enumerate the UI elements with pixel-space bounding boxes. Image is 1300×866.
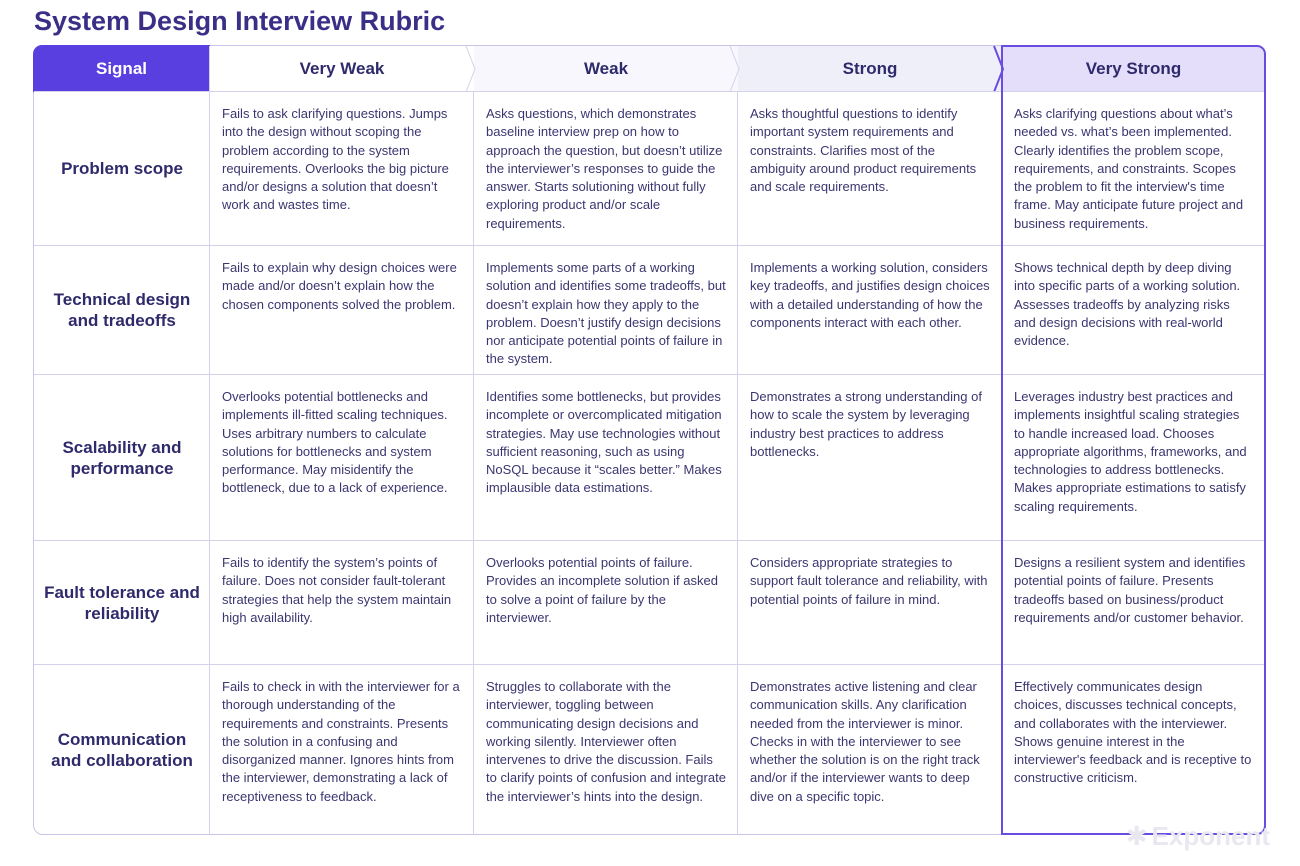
- watermark-text: Exponent: [1151, 821, 1270, 851]
- cell-weak: Asks questions, which demonstrates baseline interview prep on how to approach the question, but doesn’t utilize the interviewer’s responses to guide the answer. Starts solutioning without fully exploring product and/or scale requirements.: [486, 106, 723, 231]
- cell-very-strong: Asks clarifying questions about what’s needed vs. what’s been implemented. Clearly identifies the problem scope, requirements, and constraints. Scopes the problem to fit the interview's time frame. May anticipate future project and business requirements.: [1014, 106, 1244, 231]
- cell-very-strong: Designs a resilient system and identifies potential points of failure. Presents tradeoffs based on business/product requirements and/or customer behavior.: [1014, 555, 1246, 625]
- cell-very-strong: Shows technical depth by deep diving into specific parts of a working solution. Assesses tradeoffs by analyzing risks and design decisions with real-world evidence.: [1014, 260, 1241, 349]
- cell-weak: Overlooks potential points of failure. Provides an incomplete solution if asked to solve a point of failure by the interviewer.: [486, 555, 718, 625]
- signal-technical-design: Technical design and tradeoffs: [53, 290, 191, 330]
- cell-weak: Struggles to collaborate with the interviewer, toggling between communicating design decisions and working silently. Interviewer often intervenes to drive the discussion. Fails to clarify points of confusion and integrate the interviewer’s hints into the design.: [486, 679, 726, 804]
- header-strong: Strong: [738, 46, 1002, 92]
- signal-problem-scope: Problem scope: [61, 159, 183, 178]
- header-very-weak: Very Weak: [210, 46, 474, 92]
- header-weak: Weak: [474, 46, 738, 92]
- asterisk-logo-icon: ✱: [1125, 821, 1148, 851]
- page-title: System Design Interview Rubric: [34, 6, 446, 36]
- cell-very-weak: Fails to identify the system’s points of failure. Does not consider fault-tolerant strategies that help the system maintain high availability.: [222, 555, 452, 625]
- signal-fault-tolerance: Fault tolerance and reliability: [44, 582, 200, 623]
- cell-very-strong: Effectively communicates design choices, discusses technical concepts, and collaborates with the interviewer. Shows genuine interest in the interviewer's feedback and is receptive to constructive criticism.: [1014, 679, 1252, 786]
- cell-very-weak: Fails to explain why design choices were made and/or doesn’t explain how the chosen components solved the problem.: [222, 260, 457, 312]
- rubric-table: [33, 45, 1265, 835]
- cell-very-weak: Overlooks potential bottlenecks and implements ill-fitted scaling techniques. Uses arbitrary numbers to calculate solutions for bottlenecks and system performance. May misidentify the bottleneck, due to a lack of experience.: [222, 389, 448, 496]
- cell-strong: Asks thoughtful questions to identify important system requirements and constraints. Clarifies most of the ambiguity around product requirements and scale requirements.: [750, 106, 977, 195]
- chevron-divider-icon: [466, 46, 482, 92]
- signal-scalability: Scalability and performance: [62, 437, 182, 478]
- cell-strong: Implements a working solution, considers key tradeoffs, and justifies design choices with a detailed understanding of how the components interact with each other.: [750, 260, 990, 330]
- chevron-divider-icon: [730, 46, 746, 92]
- cell-strong: Considers appropriate strategies to support fault tolerance and reliability, with potential points of failure in mind.: [750, 555, 988, 607]
- signal-communication: Communication and collaboration: [51, 730, 193, 770]
- cell-weak: Implements some parts of a working solution and identifies some tradeoffs, but doesn’t explain how they apply to the problem. Doesn’t justify design decisions nor anticipate potential points of failure in the system.: [486, 260, 726, 367]
- header-very-strong: Very Strong: [1002, 46, 1265, 92]
- cell-weak: Identifies some bottlenecks, but provides incomplete or overcomplicated mitigation strategies. May use technologies without sufficient reasoning, such as using NoSQL because it “scales better.” Makes implausible data estimations.: [486, 389, 722, 496]
- watermark: [1126, 821, 1270, 852]
- cell-very-weak: Fails to ask clarifying questions. Jumps into the design without scoping the problem according to the system requirements. Overlooks the big picture and/or designs a solution that doesn’t work and wastes time.: [222, 106, 449, 213]
- cell-very-weak: Fails to check in with the interviewer for a thorough understanding of the requirements and constraints. Presents the solution in a confusing and disorganized manner. Ignores hints from the interviewer, demonstrating a lack of receptiveness to feedback.: [222, 679, 460, 804]
- chevron-divider-icon: [994, 46, 1010, 92]
- header-signal: Signal: [33, 45, 210, 92]
- cell-very-strong: Leverages industry best practices and implements insightful scaling strategies to handle increased load. Chooses appropriate algorithms, frameworks, and technologies to address bottlenecks. Makes appropriate estimations to satisfy scaling requirements.: [1014, 389, 1247, 514]
- cell-strong: Demonstrates a strong understanding of how to scale the system by leveraging industry best practices to address bottlenecks.: [750, 389, 982, 459]
- cell-strong: Demonstrates active listening and clear communication skills. Any clarification needed from the interviewer is minor. Checks in with the interviewer to see whether the solution is on the right track and/or if the interviewer wants to deep dive on a specific topic.: [750, 679, 980, 804]
